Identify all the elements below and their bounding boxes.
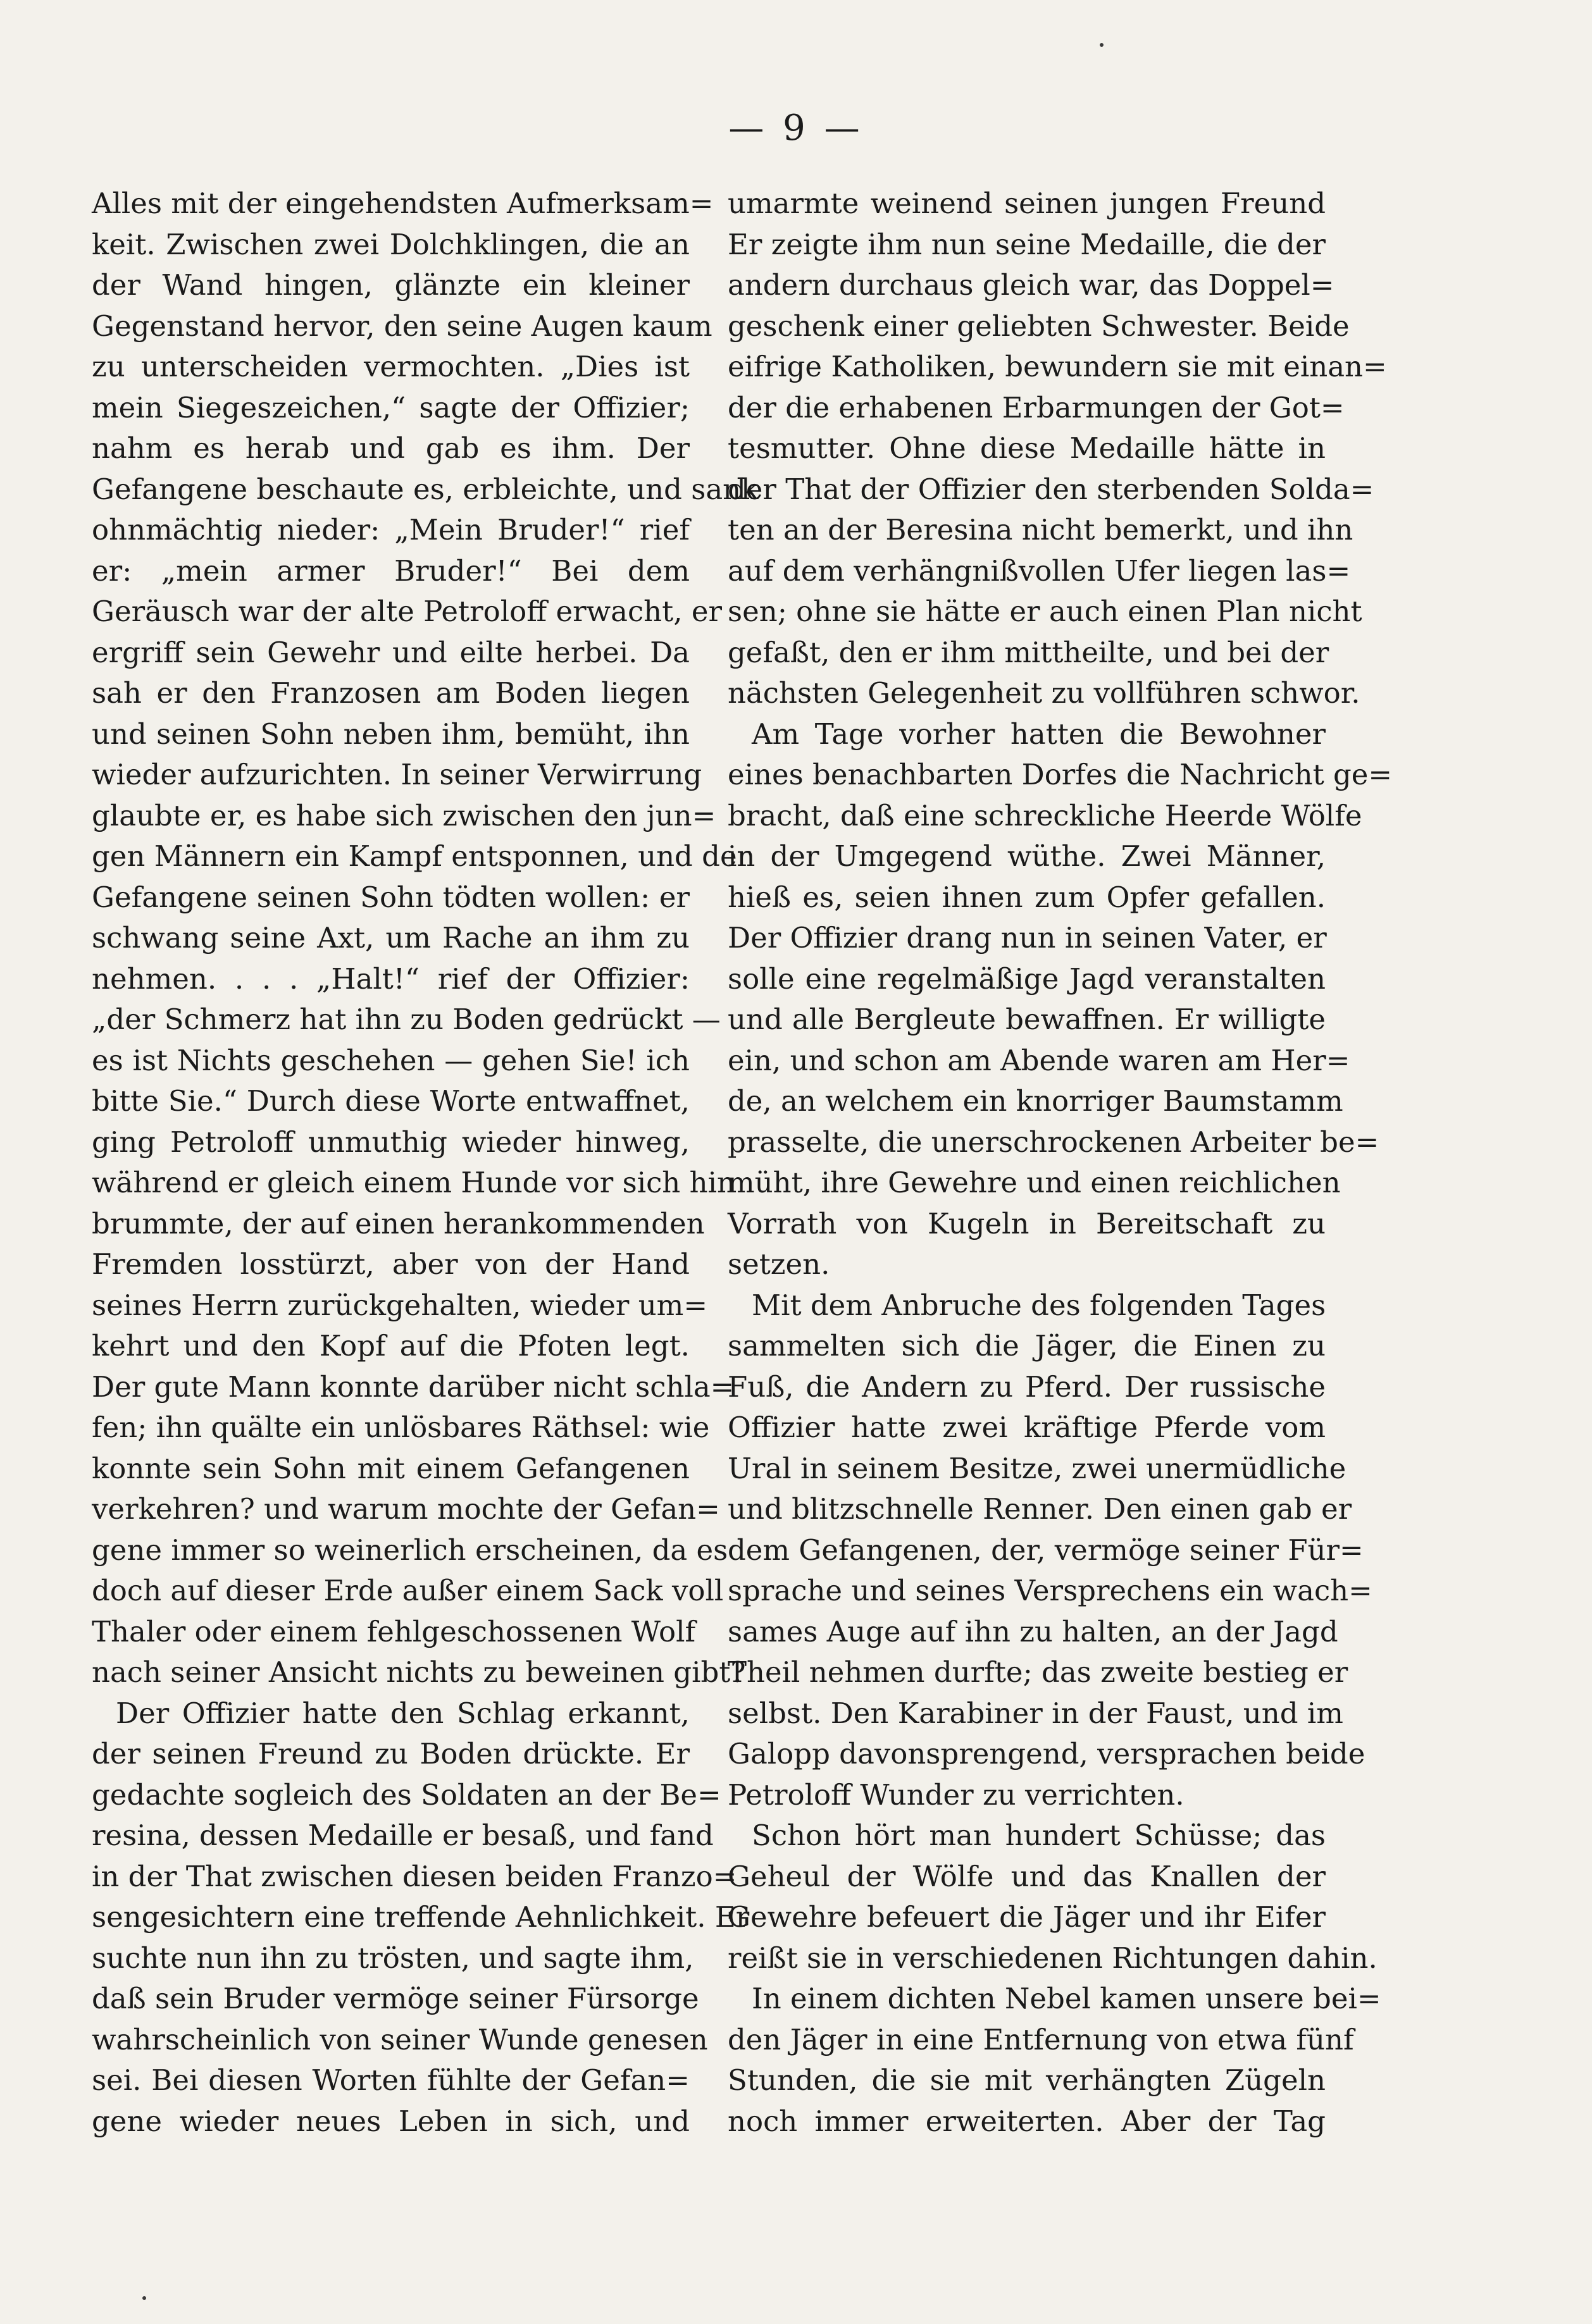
text-line: der seinen Freund zu Boden drückte. Er	[92, 1737, 690, 1771]
text-line: nächsten Gelegenheit zu vollführen schwor.	[728, 676, 1360, 710]
text-line: Am Tage vorher hatten die Bewohner	[752, 717, 1326, 751]
paragraph	[728, 1285, 1372, 1816]
text-line: setzen.	[728, 1247, 830, 1281]
text-line: glaubte er, es habe sich zwischen den jun=	[92, 798, 716, 832]
text-line: Fuß, die Andern zu Pferd. Der russische	[728, 1369, 1326, 1404]
text-line: andern durchaus gleich war, das Doppel=	[728, 268, 1334, 302]
text-line: wieder aufzurichten. In seiner Verwirrung	[92, 758, 702, 791]
text-line: es ist Nichts geschehen — gehen Sie! ich	[92, 1043, 690, 1077]
text-line: de, an welchem ein knorriger Baumstamm	[728, 1084, 1343, 1118]
text-line: dem Gefangenen, der, vermöge seiner Für=	[728, 1533, 1364, 1567]
text-line: Offizier hatte zwei kräftige Pferde vom	[728, 1411, 1326, 1444]
text-line: sah er den Franzosen am Boden liegen	[92, 676, 690, 710]
text-line: sammelten sich die Jäger, die Einen zu	[728, 1329, 1326, 1363]
text-line: solle eine regelmäßige Jagd veranstalten	[728, 961, 1326, 996]
text-line: gene immer so weinerlich erscheinen, da es	[92, 1533, 728, 1567]
text-line: ohnmächtig nieder: „Mein Bruder!“ rief	[92, 513, 690, 547]
text-line: den Jäger in eine Entfernung von etwa fünf	[728, 2022, 1354, 2056]
print-speck	[1100, 43, 1104, 47]
text-line: Fremden losstürzt, aber von der Hand	[92, 1247, 690, 1281]
paragraph	[728, 1815, 1377, 1979]
text-line: reißt sie in verschiedenen Richtungen dahin.	[728, 1941, 1377, 1975]
text-line: Ural in seinem Besitze, zwei unermüdliche	[728, 1451, 1346, 1485]
text-line: und seinen Sohn neben ihm, bemüht, ihn	[92, 717, 690, 751]
text-line: gedachte sogleich des Soldaten an der Be=	[92, 1777, 721, 1812]
text-line: sei. Bei diesen Worten fühlte der Gefan=	[92, 2063, 690, 2097]
text-line: Der Offizier hatte den Schlag erkannt,	[116, 1696, 690, 1730]
text-line: konnte sein Sohn mit einem Gefangenen	[92, 1451, 690, 1485]
text-line: bracht, daß eine schreckliche Heerde Wölfe	[728, 798, 1362, 832]
text-line: Gegenstand hervor, den seine Augen kaum	[92, 309, 712, 343]
text-line: nahm es herab und gab es ihm. Der	[92, 431, 690, 465]
text-line: Alles mit der eingehendsten Aufmerksam=	[92, 187, 714, 220]
text-line: Vorrath von Kugeln in Bereitschaft zu	[728, 1206, 1326, 1240]
text-line: Galopp davonsprengend, versprachen beide	[728, 1737, 1365, 1771]
text-line: resina, dessen Medaille er besaß, und fand	[92, 1819, 714, 1852]
text-line: schwang seine Axt, um Rache an ihm zu	[92, 921, 690, 955]
print-speck	[142, 2296, 146, 2300]
right-column	[728, 183, 1393, 2142]
text-line: der That der Offizier den sterbenden Solda=	[728, 472, 1374, 506]
text-line: der die erhabenen Erbarmungen der Got=	[728, 390, 1345, 424]
text-line: Petroloff Wunder zu verrichten.	[728, 1777, 1185, 1812]
text-line: Er zeigte ihm nun seine Medaille, die der	[728, 227, 1326, 261]
text-line: Schon hört man hundert Schüsse; das	[752, 1819, 1326, 1852]
text-line: er: „mein armer Bruder!“ Bei dem	[92, 553, 690, 588]
text-line: Gefangene seinen Sohn tödten wollen: er	[92, 880, 690, 914]
text-line: Gefangene beschaute es, erbleichte, und sank	[92, 472, 759, 506]
text-line: fen; ihn quälte ein unlösbares Räthsel: wie	[92, 1411, 710, 1444]
text-line: sen; ohne sie hätte er auch einen Plan nicht	[728, 595, 1362, 628]
text-line: und blitzschnelle Renner. Den einen gab er	[728, 1492, 1352, 1526]
text-line: sengesichtern eine treffende Aehnlichkeit. Er	[92, 1900, 750, 1934]
text-line: gefaßt, den er ihm mittheilte, und bei der	[728, 635, 1329, 669]
text-line: und alle Bergleute bewaffnen. Er willigte	[728, 1003, 1326, 1036]
left-column	[92, 183, 759, 2142]
text-line: Stunden, die sie mit verhängten Zügeln	[728, 2063, 1326, 2097]
text-line: ein, und schon am Abende waren am Her=	[728, 1043, 1350, 1077]
text-line: auf dem verhängnißvollen Ufer liegen las=	[728, 553, 1351, 588]
text-line: In einem dichten Nebel kamen unsere bei=	[752, 1982, 1381, 2015]
text-line: doch auf dieser Erde außer einem Sack voll	[92, 1574, 724, 1607]
text-line: hieß es, seien ihnen zum Opfer gefallen.	[728, 880, 1326, 914]
text-line: Mit dem Anbruche des folgenden Tages	[752, 1288, 1326, 1322]
text-line: wahrscheinlich von seiner Wunde genesen	[92, 2022, 708, 2056]
text-line: Der gute Mann konnte darüber nicht schla=	[92, 1369, 735, 1404]
text-line: Gewehre befeuert die Jäger und ihr Eifer	[728, 1900, 1326, 1934]
text-line: sames Auge auf ihn zu halten, an der Jagd	[728, 1614, 1338, 1648]
text-line: in der That zwischen diesen beiden Franzo=	[92, 1859, 737, 1893]
text-line: ging Petroloff unmuthig wieder hinweg,	[92, 1125, 690, 1159]
text-line: Geräusch war der alte Petroloff erwacht, er	[92, 595, 722, 628]
text-line: „der Schmerz hat ihn zu Boden gedrückt —	[92, 1003, 721, 1036]
text-line: eines benachbarten Dorfes die Nachricht ge=	[728, 758, 1393, 791]
paragraph	[728, 183, 1387, 714]
text-line: müht, ihre Gewehre und einen reichlichen	[728, 1166, 1341, 1199]
text-line: bitte Sie.“ Durch diese Worte entwaffnet,	[92, 1084, 690, 1118]
text-line: während er gleich einem Hunde vor sich hin	[92, 1166, 735, 1199]
text-line: gene wieder neues Leben in sich, und	[92, 2104, 690, 2138]
text-line: Theil nehmen durfte; das zweite bestieg er	[728, 1655, 1348, 1689]
paragraph	[728, 714, 1393, 1285]
text-line: nehmen. . . . „Halt!“ rief der Offizier:	[92, 961, 690, 996]
text-line: noch immer erweiterten. Aber der Tag	[728, 2104, 1326, 2138]
text-line: Thaler oder einem fehlgeschossenen Wolf	[92, 1614, 696, 1648]
text-line: Geheul der Wölfe und das Knallen der	[728, 1859, 1326, 1893]
text-line: nach seiner Ansicht nichts zu beweinen gibt?	[92, 1655, 746, 1689]
paragraph	[92, 1693, 750, 2142]
text-line: gen Männern ein Kampf entsponnen, und der	[92, 839, 751, 873]
text-line: sprache und seines Versprechens ein wach=	[728, 1574, 1372, 1607]
text-line: daß sein Bruder vermöge seiner Fürsorge	[92, 1982, 699, 2015]
text-line: ten an der Beresina nicht bemerkt, und ihn	[728, 513, 1353, 547]
text-line: prasselte, die unerschrockenen Arbeiter be=	[728, 1125, 1379, 1159]
text-line: verkehren? und warum mochte der Gefan=	[92, 1492, 720, 1526]
text-line: brummte, der auf einen herankommenden	[92, 1206, 705, 1240]
text-line: keit. Zwischen zwei Dolchklingen, die an	[92, 227, 690, 261]
text-line: tesmutter. Ohne diese Medaille hätte in	[728, 431, 1326, 465]
text-line: zu unterscheiden vermochten. „Dies ist	[92, 350, 690, 383]
text-line: selbst. Den Karabiner in der Faust, und im	[728, 1696, 1343, 1730]
text-line: geschenk einer geliebten Schwester. Beide	[728, 309, 1350, 343]
text-line: ergriff sein Gewehr und eilte herbei. Da	[92, 635, 690, 669]
text-line: kehrt und den Kopf auf die Pfoten legt.	[92, 1329, 690, 1363]
text-line: in der Umgegend wüthe. Zwei Männer,	[728, 839, 1326, 873]
text-line: der Wand hingen, glänzte ein kleiner	[92, 268, 690, 302]
text-line: seines Herrn zurückgehalten, wieder um=	[92, 1288, 708, 1322]
text-line: eifrige Katholiken, bewundern sie mit einan=	[728, 350, 1387, 383]
text-line: suchte nun ihn zu trösten, und sagte ihm,	[92, 1941, 694, 1975]
text-line: mein Siegeszeichen,“ sagte der Offizier;	[92, 390, 690, 424]
paragraph	[92, 183, 759, 1693]
text-line: Der Offizier drang nun in seinen Vater, er	[728, 921, 1327, 955]
page-number: — 9 —	[728, 108, 864, 149]
text-line: umarmte weinend seinen jungen Freund	[728, 187, 1326, 220]
paragraph	[728, 1979, 1381, 2142]
